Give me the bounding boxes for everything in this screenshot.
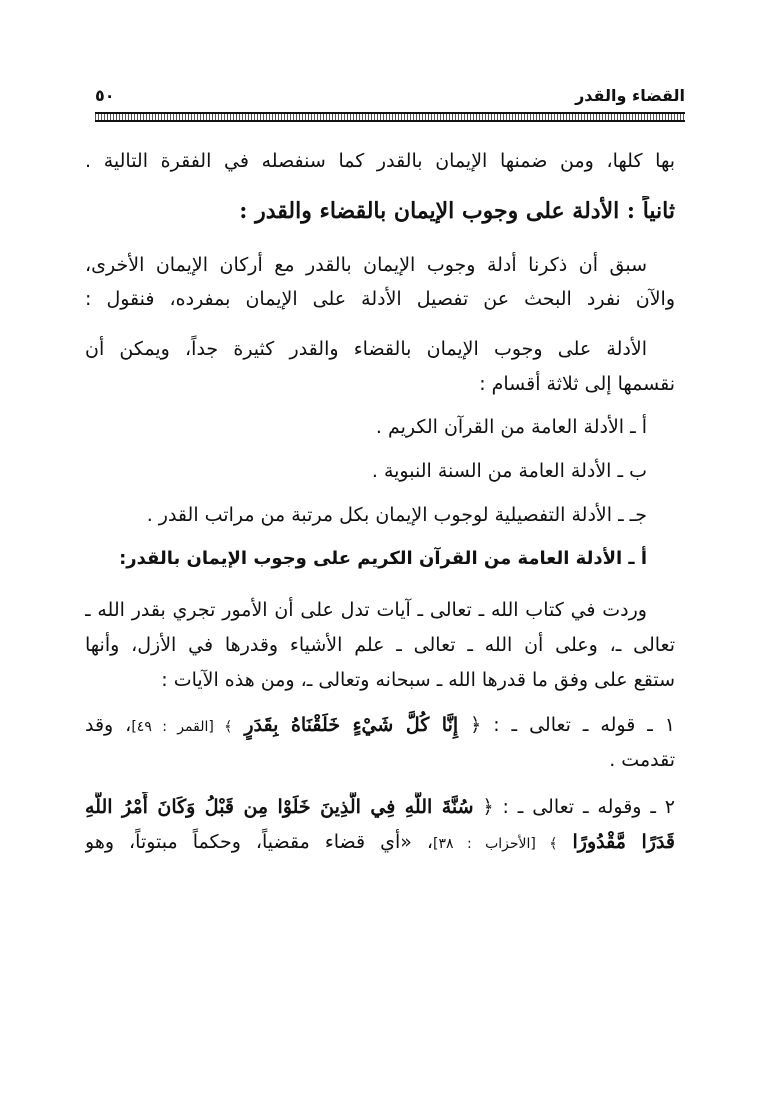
list-item-b: ب ـ الأدلة العامة من السنة النبوية .	[371, 460, 647, 482]
body-line-13: ستقع على وفق ما قدرها الله ـ سبحانه وتعالى ـ، ومن هذه الآيات :	[161, 669, 675, 691]
verse-1-ayah: إِنَّا كُلَّ شَيْءٍ خَلَقْنَاهُ بِقَدَرٍ	[244, 714, 459, 736]
body-line-11: وردت في كتاب الله ـ تعالى ـ آيات تدل على أن الأمور تجري بقدر الله ـ	[85, 599, 647, 621]
list-item-c: جـ ـ الأدلة التفصيلية لوجوب الإيمان بكل مرتبة من مراتب القدر .	[146, 504, 647, 526]
header-rule	[95, 112, 685, 122]
subsection-heading: أ ـ الأدلة العامة من القرآن الكريم على وجوب الإيمان بالقدر:	[119, 548, 647, 569]
body-line-3: سبق أن ذكرنا أدلة وجوب الإيمان بالقدر مع أركان الإيمان الأخرى،	[85, 254, 647, 276]
verse-2-ayah-part2: قَدَرًا مَّقْدُورًا	[572, 831, 675, 853]
verse-2-intro: ٢ ـ وقوله ـ تعالى ـ : ﴿	[482, 796, 675, 818]
body-line-6: نقسمها إلى ثلاثة أقسام :	[479, 373, 675, 395]
verse-2-trailing: ، «أي قضاء مقضياً، وحكماً مبتوتاً، وهو	[85, 831, 434, 853]
body-line-12: تعالى ـ، وعلى أن الله ـ تعالى ـ علم الأشياء وقدرها في الأزل، وأنها	[85, 634, 675, 656]
verse-1-reference: ﴾ [القمر : ٤٩]	[131, 719, 233, 735]
header-title: القضاء والقدر	[575, 86, 685, 105]
body-line-1: بها كلها، ومن ضمنها الإيمان بالقدر كما سنفصله في الفقرة التالية .	[85, 150, 675, 172]
page-number: ٥٠	[95, 86, 115, 105]
verse-1-trailing: ، وقد	[85, 714, 132, 736]
verse-1-intro: ١ ـ قوله ـ تعالى ـ : ﴿	[470, 714, 675, 736]
verse-line-3	[85, 827, 675, 857]
body-line-5: الأدلة على وجوب الإيمان بالقضاء والقدر كثيرة جداً، ويمكن أن	[85, 338, 647, 360]
running-header	[95, 86, 685, 110]
verse-2-reference: ﴾ [الأحزاب : ٣٨]	[433, 836, 558, 852]
list-item-a: أ ـ الأدلة العامة من القرآن الكريم .	[375, 416, 647, 438]
body-line-4: والآن نفرد البحث عن تفصيل الأدلة على الإيمان بمفرده، فنقول :	[85, 288, 675, 310]
verse-line-2	[85, 792, 675, 822]
body-line-15: تقدمت .	[609, 749, 675, 771]
verse-2-ayah-part1: سُنَّةَ اللَّهِ فِي الَّذِينَ خَلَوْا مِن قَبْلُ وَكَانَ أَمْرُ اللَّهِ	[85, 796, 474, 818]
verse-line-1	[85, 710, 675, 740]
section-heading: ثانياً : الأدلة على وجوب الإيمان بالقضاء والقدر :	[239, 198, 675, 224]
